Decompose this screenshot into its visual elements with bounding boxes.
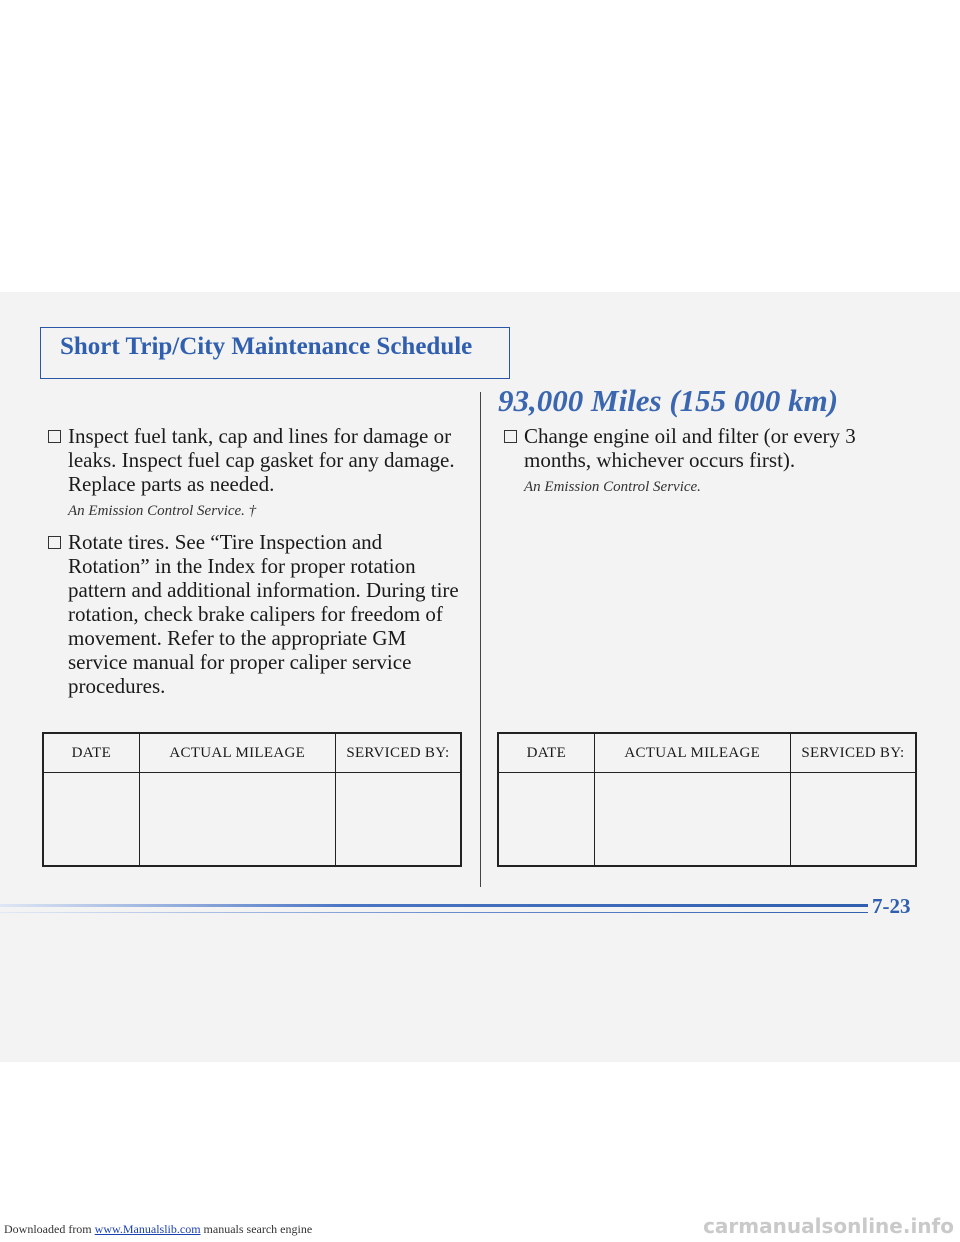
checkbox-icon[interactable] bbox=[48, 430, 61, 443]
right-column bbox=[504, 424, 924, 506]
footer-prefix: Downloaded from bbox=[4, 1222, 95, 1236]
download-footer bbox=[4, 1222, 312, 1237]
page-number: 7-23 bbox=[872, 894, 911, 918]
footer-rule bbox=[0, 904, 868, 907]
item-text: Rotate tires. See “Tire Inspection and Rotation” in the Index for proper rotation pattern and additional information. During tire rotation, check brake calipers for freedom of movement. Refer to the appropriate GM service manual for proper caliper service procedures. bbox=[68, 530, 459, 698]
col-header-mileage: ACTUAL MILEAGE bbox=[139, 733, 335, 773]
col-header-date: DATE bbox=[498, 733, 594, 773]
item-text: Change engine oil and filter (or every 3 months, whichever occurs first). bbox=[524, 424, 856, 472]
mileage-heading: 93,000 Miles (155 000 km) bbox=[498, 383, 839, 418]
serviced-by-cell[interactable] bbox=[790, 773, 916, 867]
checklist-item-rotate-tires bbox=[48, 530, 468, 698]
col-header-serviced-by: SERVICED BY: bbox=[335, 733, 461, 773]
column-divider bbox=[480, 392, 481, 887]
checkbox-icon[interactable] bbox=[48, 536, 61, 549]
mileage-cell[interactable] bbox=[139, 773, 335, 867]
manualslib-link[interactable]: www.Manualslib.com bbox=[94, 1222, 201, 1236]
footer-suffix: manuals search engine bbox=[200, 1222, 313, 1236]
footer-rule-thin bbox=[0, 912, 868, 913]
page-title: Short Trip/City Maintenance Schedule bbox=[60, 333, 473, 360]
left-column bbox=[48, 424, 468, 704]
watermark-brand: carmanualsonline.info bbox=[703, 1214, 954, 1238]
service-log-table-right bbox=[497, 732, 917, 867]
mileage-cell[interactable] bbox=[594, 773, 790, 867]
col-header-date: DATE bbox=[43, 733, 139, 773]
serviced-by-cell[interactable] bbox=[335, 773, 461, 867]
emission-note: An Emission Control Service. † bbox=[68, 503, 257, 519]
checkbox-icon[interactable] bbox=[504, 430, 517, 443]
checklist-item-fuel-tank bbox=[48, 424, 468, 496]
item-text: Inspect fuel tank, cap and lines for damage or leaks. Inspect fuel cap gasket for any damage. Replace parts as needed. bbox=[68, 424, 455, 496]
service-log-table-left bbox=[42, 732, 462, 867]
emission-note: An Emission Control Service. bbox=[524, 479, 701, 495]
col-header-mileage: ACTUAL MILEAGE bbox=[594, 733, 790, 773]
checklist-item-oil-change bbox=[504, 424, 924, 472]
date-cell[interactable] bbox=[498, 773, 594, 867]
col-header-serviced-by: SERVICED BY: bbox=[790, 733, 916, 773]
date-cell[interactable] bbox=[43, 773, 139, 867]
